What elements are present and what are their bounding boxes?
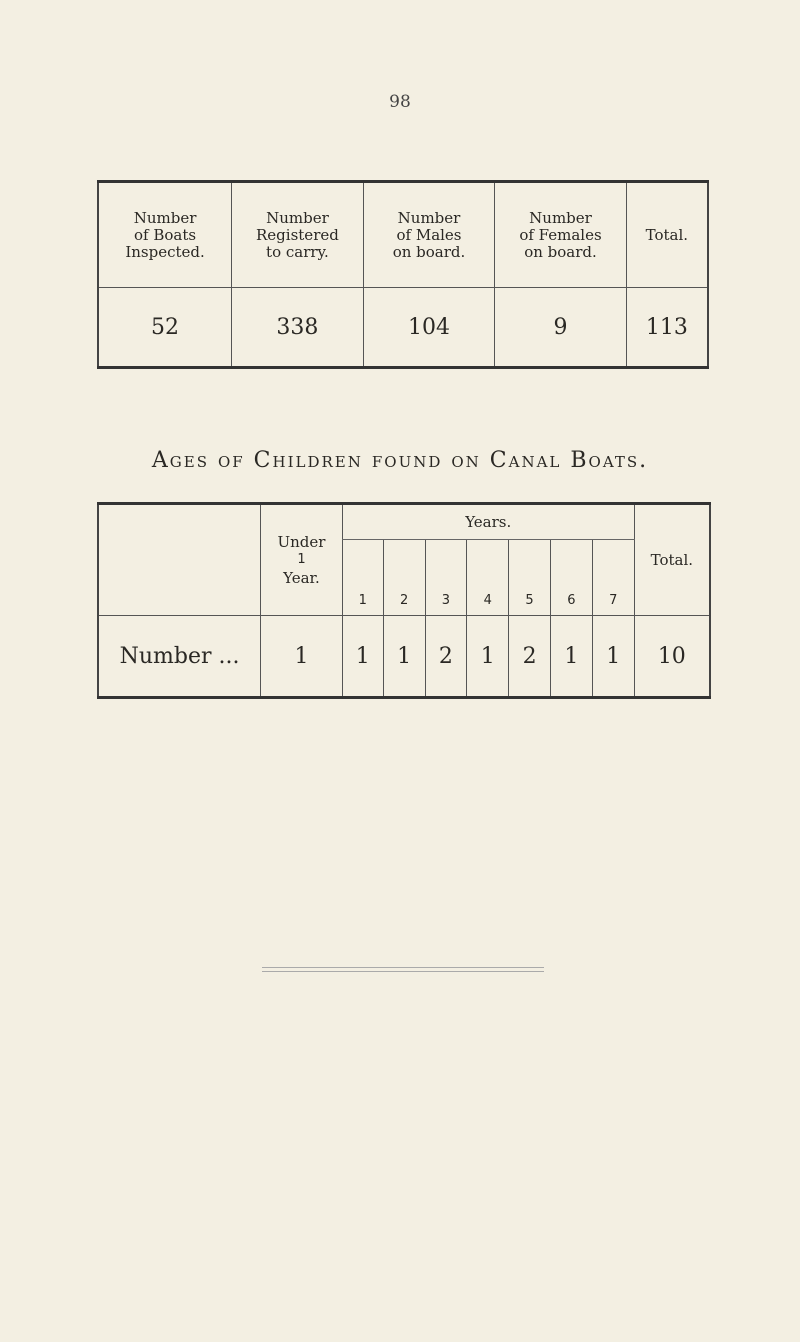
header-total: Total. bbox=[626, 182, 708, 288]
value-males-on-board: 104 bbox=[363, 288, 495, 368]
header-males-on-board: Number of Males on board. bbox=[363, 182, 495, 288]
header-year-4: 4 bbox=[467, 540, 509, 616]
divider-rule bbox=[262, 971, 544, 972]
value-boats-inspected: 52 bbox=[151, 314, 180, 340]
value-registered-to-carry: 338 bbox=[232, 288, 364, 368]
header-under-one-year: Under 1 Year. bbox=[261, 504, 343, 616]
value-year-6: 1 bbox=[550, 616, 592, 698]
divider-rule bbox=[262, 967, 544, 968]
row-label-header bbox=[98, 504, 261, 616]
value-total: 10 bbox=[634, 616, 710, 698]
children-ages-table bbox=[97, 502, 711, 699]
table-row bbox=[98, 288, 708, 368]
table-row bbox=[98, 616, 710, 698]
row-label: Number ... bbox=[119, 643, 240, 669]
value-year-1: 1 bbox=[342, 616, 383, 698]
header-year-6: 6 bbox=[550, 540, 592, 616]
header-year-5: 5 bbox=[509, 540, 551, 616]
value-total: 113 bbox=[626, 288, 708, 368]
value-under-one-year: 1 bbox=[261, 616, 343, 698]
value-year-3: 2 bbox=[425, 616, 467, 698]
value-year-4: 1 bbox=[467, 616, 509, 698]
value-year-5: 2 bbox=[509, 616, 551, 698]
header-females-on-board: Number of Females on board. bbox=[495, 182, 627, 288]
value-females-on-board: 9 bbox=[495, 288, 627, 368]
header-year-2: 2 bbox=[383, 540, 425, 616]
section-title: Ages of Children found on Canal Boats. bbox=[151, 448, 649, 473]
page-number: 98 bbox=[389, 92, 411, 112]
header-year-7: 7 bbox=[592, 540, 634, 616]
boats-inspection-table bbox=[97, 180, 709, 369]
value-year-7: 1 bbox=[592, 616, 634, 698]
header-registered-to-carry: Number Registered to carry. bbox=[232, 182, 364, 288]
table-header-row bbox=[98, 182, 708, 288]
header-years: Years. bbox=[342, 504, 634, 540]
header-year-3: 3 bbox=[425, 540, 467, 616]
header-total: Total. bbox=[634, 504, 710, 616]
value-year-2: 1 bbox=[383, 616, 425, 698]
header-year-1: 1 bbox=[342, 540, 383, 616]
header-boats-inspected: Number of Boats Inspected. bbox=[98, 182, 232, 288]
